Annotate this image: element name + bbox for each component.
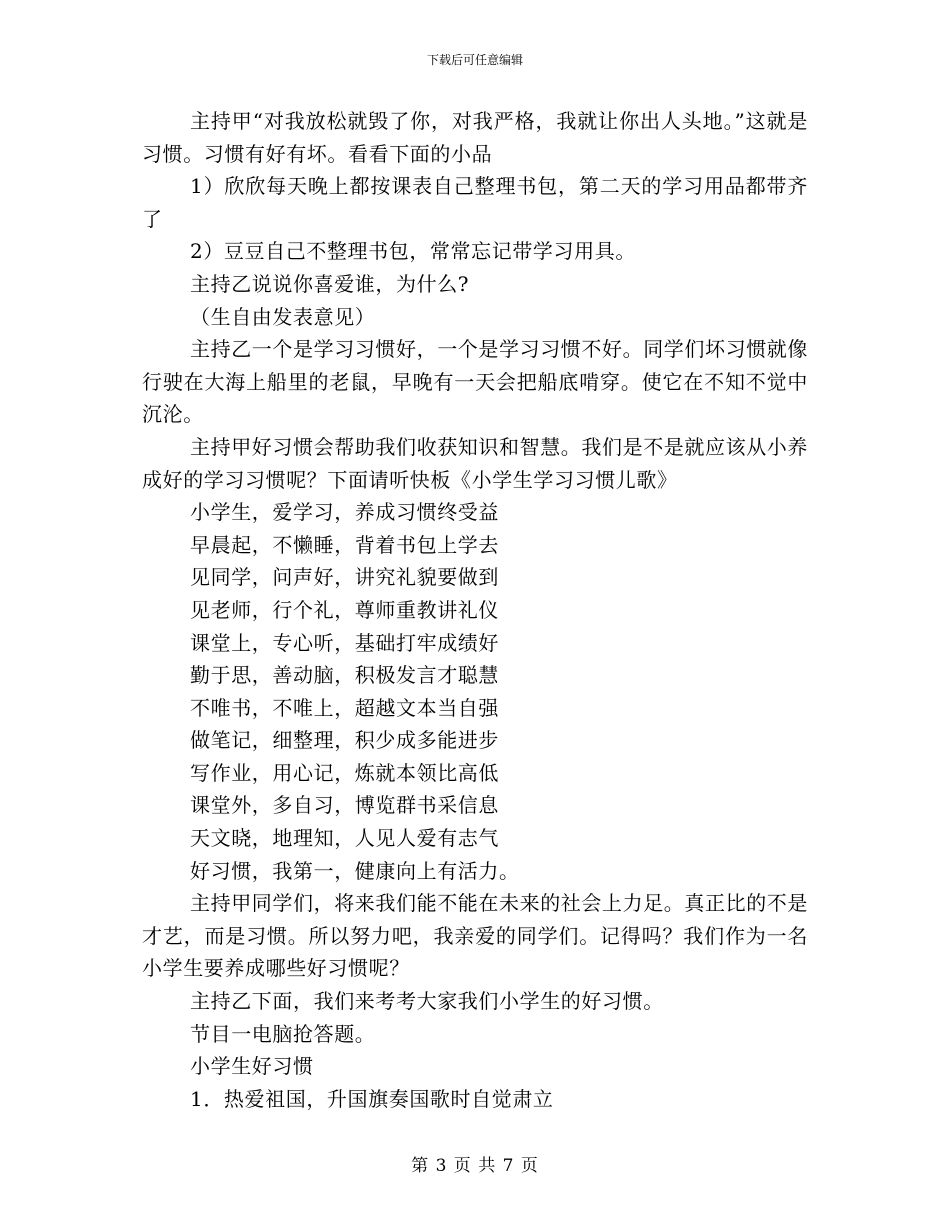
poem-line: 见老师，行个礼，尊师重教讲礼仪	[190, 597, 499, 622]
poem-line: 写作业，用心记，炼就本领比高低	[190, 760, 499, 785]
section-heading: 小学生好习惯	[190, 1054, 314, 1079]
poem-line: 不唯书，不唯上，超越文本当自强	[190, 695, 499, 720]
paragraph: 主持乙一个是学习习惯好，一个是学习习惯不好。同学们坏习惯就像行驶在大海上船里的老鼠，早晚有一天会把船底啃穿。使它在不知不觉中沉沦。	[142, 337, 808, 427]
page-header: 下载后可任意编辑	[426, 53, 523, 67]
poem-line: 早晨起，不懒睡，背着书包上学去	[190, 532, 499, 557]
page-number-footer: 第 3 页 共 7 页	[411, 1156, 539, 1176]
paragraph: （生自由发表意见）	[190, 304, 376, 329]
poem-line: 好习惯，我第一，健康向上有活力。	[190, 858, 520, 883]
paragraph: 主持甲同学们，将来我们能不能在未来的社会上力足。真正比的不是才艺，而是习惯。所以努力吧，我亲爱的同学们。记得吗？我们作为一名小学生要养成哪些好习惯呢？	[142, 891, 808, 981]
paragraph: 节目一电脑抢答题。	[190, 1021, 376, 1046]
paragraph: 主持乙说说你喜爱谁，为什么?	[190, 271, 470, 296]
poem-line: 小学生，爱学习，养成习惯终受益	[190, 500, 499, 525]
poem-line: 做笔记，细整理，积少成多能进步	[190, 728, 499, 753]
paragraph: 2）豆豆自己不整理书包，常常忘记带学习用具。	[190, 239, 636, 264]
poem-line: 天文晓，地理知，人见人爱有志气	[190, 826, 499, 851]
list-item: 1．热爱祖国，升国旗奏国歌时自觉肃立	[190, 1086, 554, 1111]
poem-line: 勤于思，善动脑，积极发言才聪慧	[190, 663, 499, 688]
paragraph: 主持乙下面，我们来考考大家我们小学生的好习惯。	[190, 989, 664, 1014]
poem-line: 课堂外，多自习，博览群书采信息	[190, 793, 499, 818]
poem-line: 课堂上，专心听，基础打牢成绩好	[190, 630, 499, 655]
paragraph: 主持甲好习惯会帮助我们收获知识和智慧。我们是不是就应该从小养成好的学习习惯呢？下面请听快板《小学生学习习惯儿歌》	[142, 434, 808, 492]
poem-line: 见同学，问声好，讲究礼貌要做到	[190, 565, 499, 590]
paragraph: 1）欣欣每天晚上都按课表自己整理书包，第二天的学习用品都带齐了	[142, 174, 808, 231]
paragraph: 主持甲“对我放松就毁了你，对我严格，我就让你出人头地。”这就是习惯。习惯有好有坏。看看下面的小品	[142, 109, 808, 166]
document-body	[142, 105, 808, 1115]
